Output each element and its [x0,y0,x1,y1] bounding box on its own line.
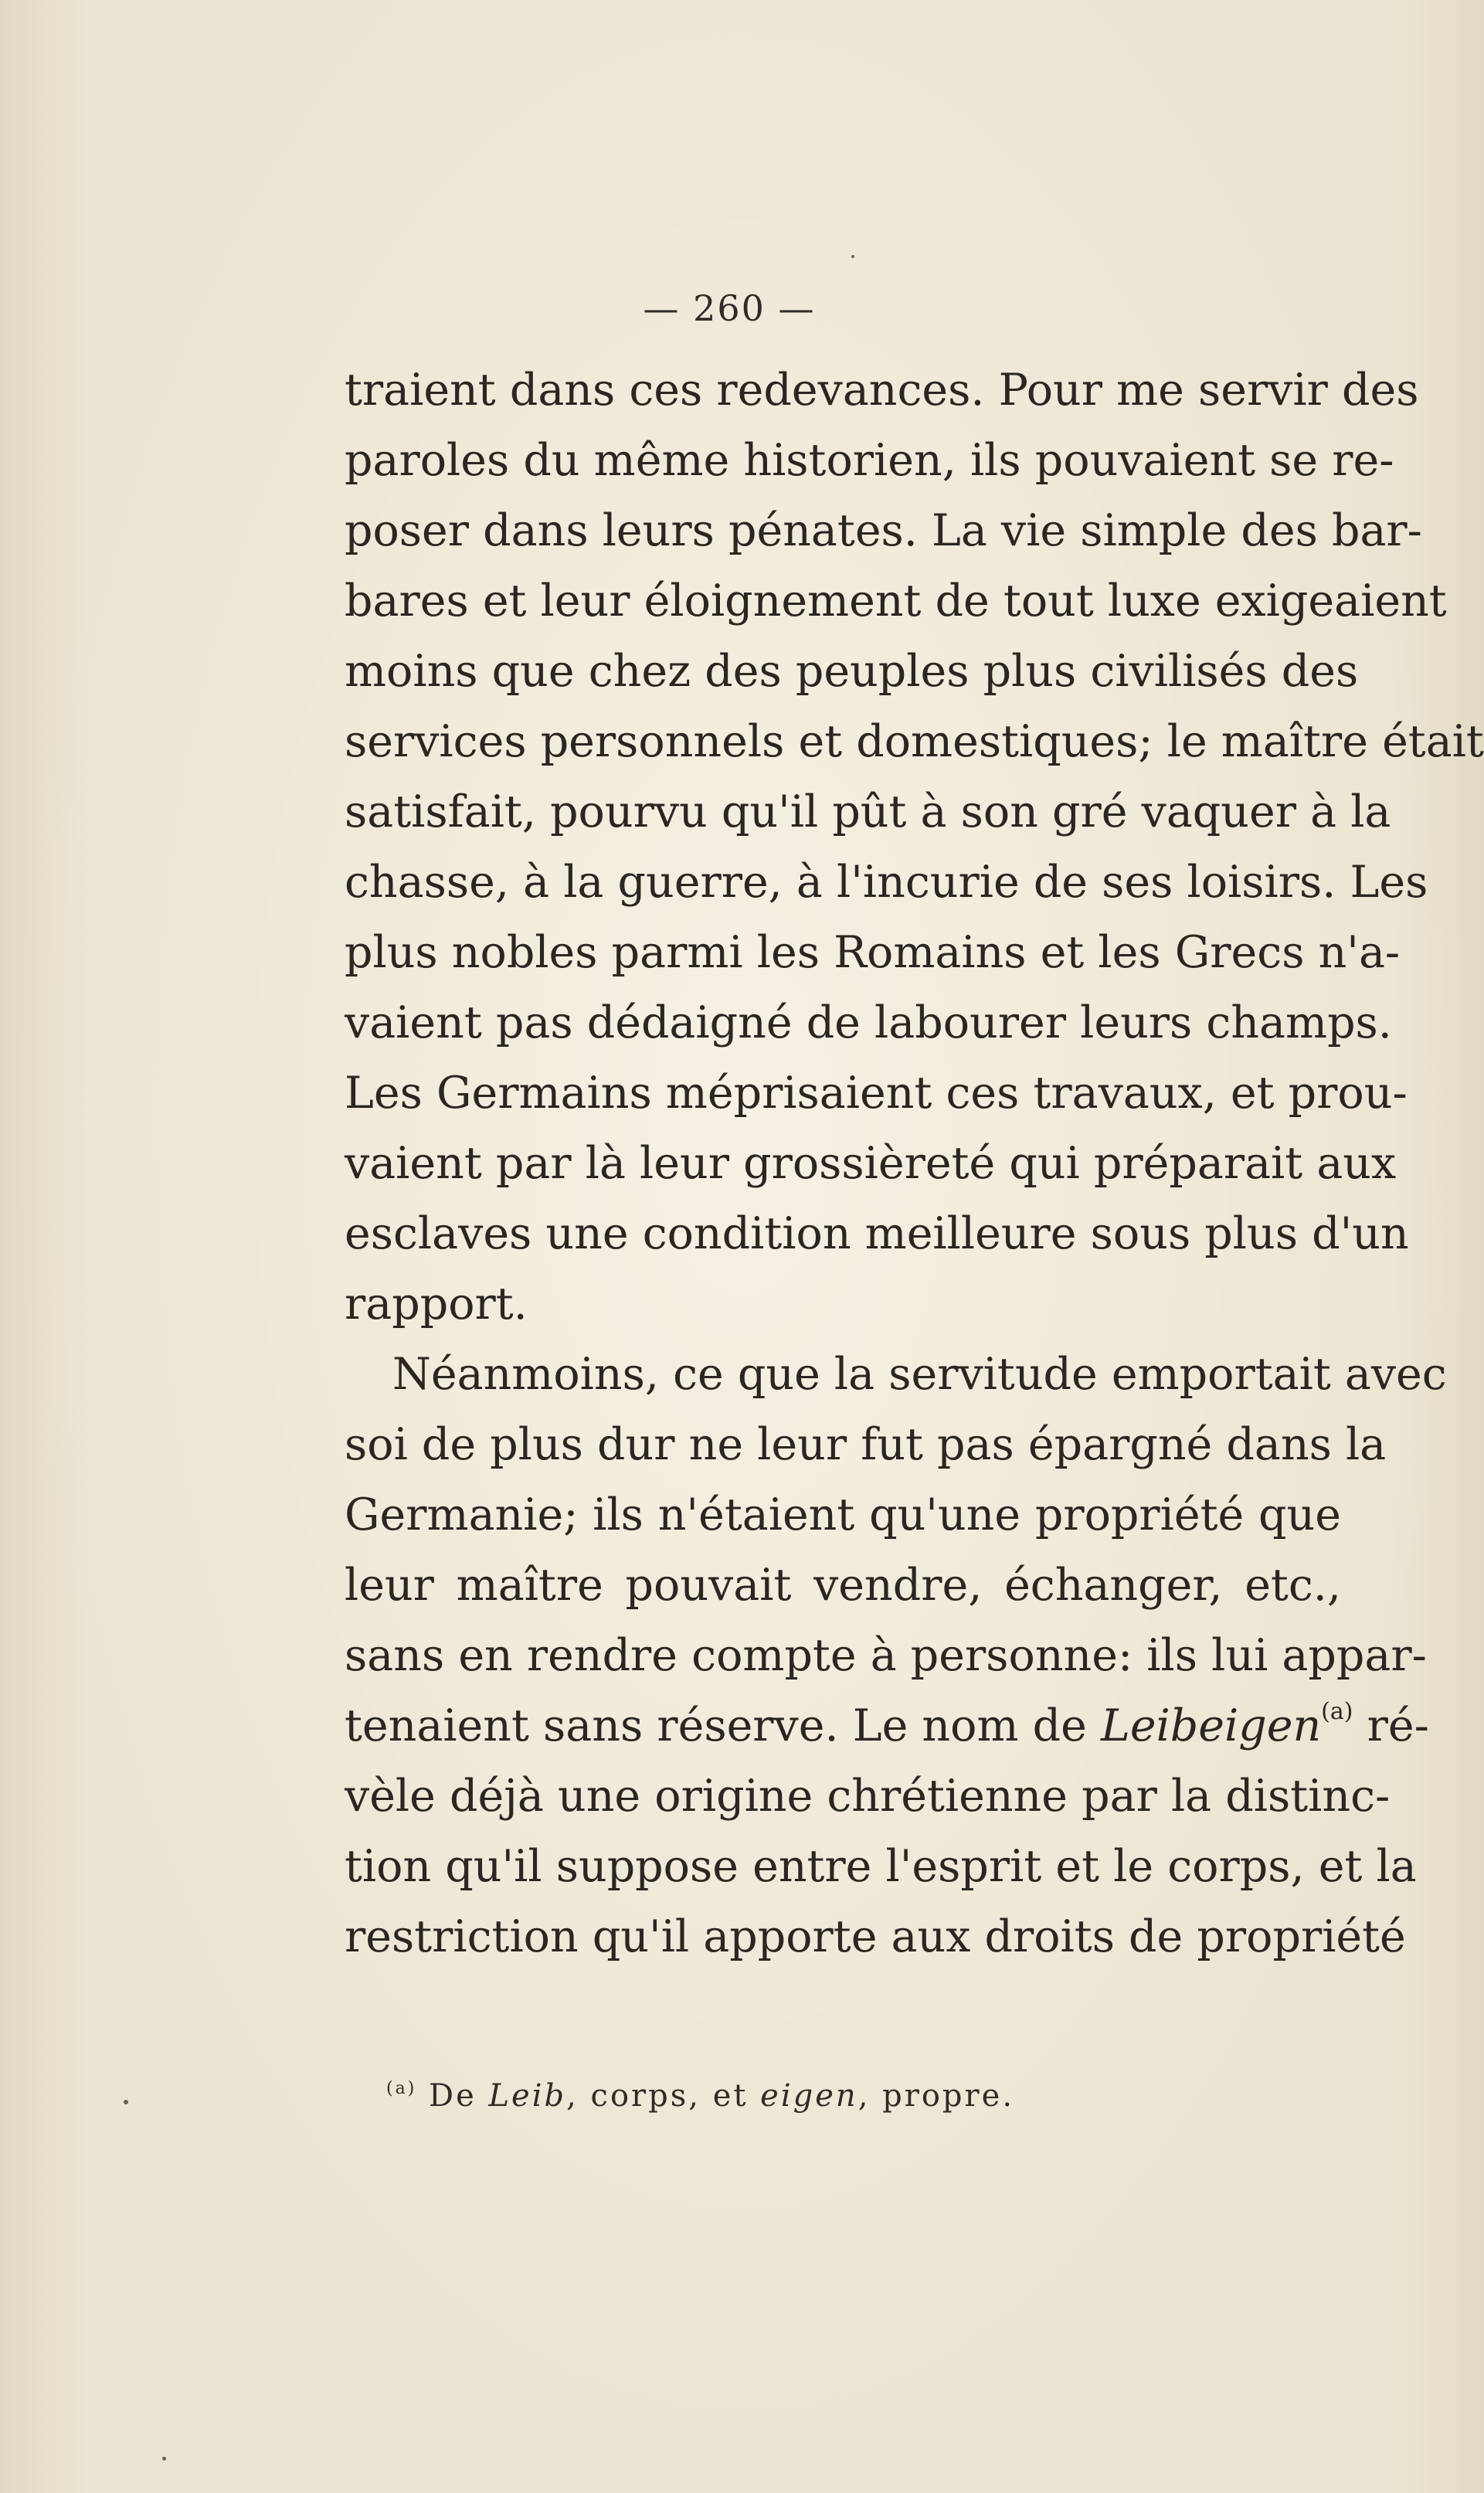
paper-speck [851,255,854,258]
footnote-italic-word: Leib [488,2078,567,2114]
text-line: Les Germains méprisaient ces travaux, et prou- [345,1068,1408,1119]
text-line: chasse, à la guerre, à l'incurie de ses loisirs. Les [345,857,1428,908]
text-line: moins que chez des peuples plus civilisés des [345,646,1359,697]
text-line: vèle déjà une origine chrétienne par la distinc- [345,1771,1391,1822]
text-line: soi de plus dur ne leur fut pas épargné dans la [345,1419,1387,1470]
text-line: tion qu'il suppose entre l'esprit et le corps, et la [345,1841,1417,1892]
text-line: esclaves une condition meilleure sous plus d'un [345,1208,1409,1259]
text-segment: tenaient sans réserve. Le nom de [345,1700,1101,1751]
text-line: vaient par là leur grossièreté qui préparait aux [345,1138,1397,1189]
text-line-with-footnote-ref [345,1691,1429,1761]
text-line: traient dans ces redevances. Pour me servir des [345,365,1419,416]
text-line: restriction qu'il apporte aux droits de propriété [345,1911,1406,1962]
italic-term: Leibeigen [1100,1700,1322,1751]
footnote-italic-word: eigen [760,2078,858,2114]
footnote [386,2078,1014,2114]
text-line: satisfait, pourvu qu'il pût à son gré vaquer à la [345,786,1391,837]
text-line: sans en rendre compte à personne: ils lui appar- [345,1630,1427,1681]
text-line: rapport. [345,1279,528,1330]
text-line: Néanmoins, ce que la servitude emportait avec [392,1349,1447,1400]
text-line: paroles du même historien, ils pouvaient se re- [345,435,1394,486]
paragraph-2 [345,1340,1447,1972]
text-line: plus nobles parmi les Romains et les Grecs n'a- [345,927,1401,978]
text-line: leur maître pouvait vendre, échanger, etc., [345,1560,1341,1611]
body-text [345,355,1484,1972]
text-line: poser dans leurs pénates. La vie simple des bar- [345,505,1422,556]
paper-speck [162,2457,166,2461]
text-line: bares et leur éloignement de tout luxe exigeaient [345,576,1447,627]
footnote-reference: (a) [1321,1698,1353,1725]
paper-speck [124,2100,128,2104]
text-segment: ré- [1353,1700,1429,1751]
text-line: Germanie; ils n'étaient qu'une propriété que [345,1489,1341,1540]
paragraph-1 [345,355,1484,1340]
text-line: services personnels et domestiques; le maître était [345,716,1484,767]
footnote-text: , corps, et [566,2078,761,2114]
page-number: — 260 — [643,287,816,329]
footnote-marker: (a) [386,2079,417,2098]
text-line: vaient pas dédaigné de labourer leurs champs. [345,997,1392,1048]
footnote-text: De [416,2078,489,2114]
footnote-text: , propre. [857,2078,1015,2114]
